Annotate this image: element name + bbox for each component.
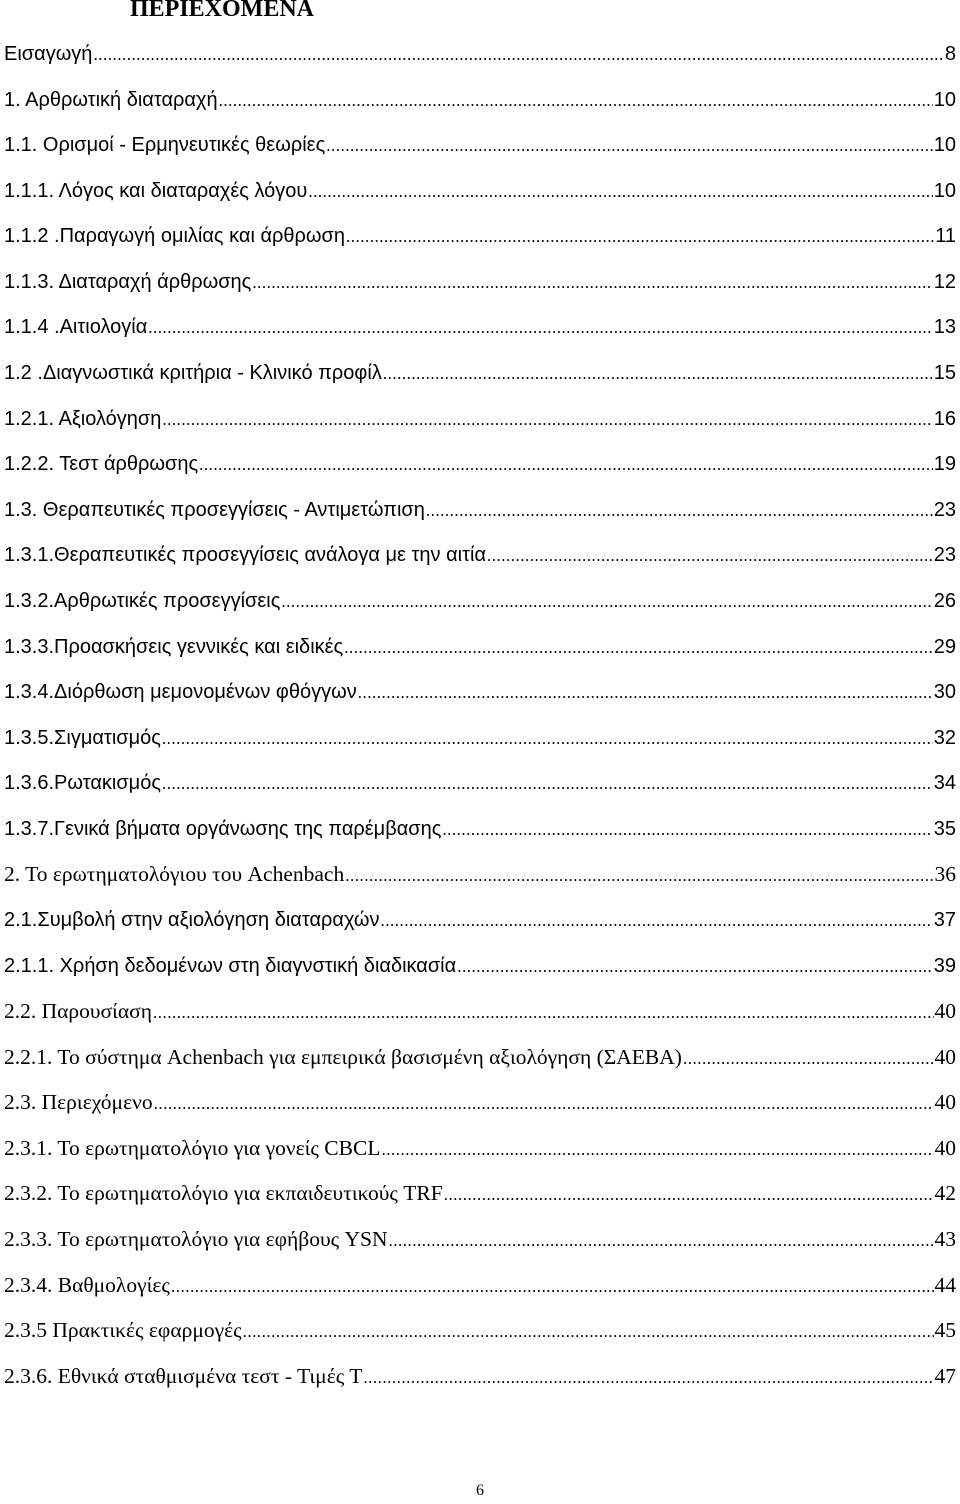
table-of-contents bbox=[4, 32, 956, 1399]
toc-entry[interactable] bbox=[4, 807, 956, 853]
toc-entry[interactable] bbox=[4, 123, 956, 169]
toc-dot-leader bbox=[308, 169, 932, 215]
toc-dot-leader bbox=[93, 32, 943, 78]
toc-entry[interactable] bbox=[4, 305, 956, 351]
toc-entry-label: 2.2.1. Το σύστημα Achenbach για εμπειρικά βασισμένη αξιολόγηση (ΣΑΕΒΑ) bbox=[4, 1044, 682, 1069]
toc-entry[interactable] bbox=[4, 579, 956, 625]
toc-entry-label: 2.3.1. Το ερωτηματολόγιο για γονείς CBCL bbox=[4, 1135, 381, 1160]
toc-entry-page: 23 bbox=[933, 498, 956, 521]
toc-entry-label: 1.2.1. Αξιολόγηση bbox=[4, 407, 162, 430]
toc-entry-page: 16 bbox=[933, 407, 956, 430]
toc-entry[interactable] bbox=[4, 625, 956, 671]
toc-entry[interactable] bbox=[4, 442, 956, 488]
toc-entry-page: 32 bbox=[933, 726, 956, 749]
toc-entry-page: 26 bbox=[933, 589, 956, 612]
toc-entry[interactable] bbox=[4, 533, 956, 579]
toc-entry-page: 37 bbox=[933, 908, 956, 931]
toc-dot-leader bbox=[426, 488, 933, 534]
toc-dot-leader bbox=[148, 305, 932, 351]
toc-entry-label: 1.3.7.Γενικά βήματα οργάνωσης της παρέμβασης bbox=[4, 817, 442, 840]
toc-dot-leader bbox=[199, 442, 933, 488]
toc-entry[interactable] bbox=[4, 716, 956, 762]
toc-dot-leader bbox=[487, 533, 933, 579]
toc-entry-page: 11 bbox=[935, 225, 956, 248]
toc-entry[interactable] bbox=[4, 1354, 956, 1400]
toc-dot-leader bbox=[363, 1355, 933, 1400]
toc-dot-leader bbox=[442, 807, 932, 853]
toc-entry[interactable] bbox=[4, 852, 956, 898]
toc-entry-label: 1.1.3. Διαταραχή άρθρωσης bbox=[4, 270, 252, 293]
toc-entry-page: 36 bbox=[934, 862, 956, 887]
toc-entry-label: 2.3.5 Πρακτικές εφαρμογές bbox=[4, 1318, 242, 1343]
toc-entry[interactable] bbox=[4, 944, 956, 990]
toc-entry[interactable] bbox=[4, 351, 956, 397]
toc-entry[interactable] bbox=[4, 214, 956, 260]
toc-dot-leader bbox=[219, 78, 933, 124]
toc-entry-page: 44 bbox=[934, 1272, 956, 1297]
toc-entry[interactable] bbox=[4, 1308, 956, 1354]
toc-title: ΠΕΡΙΕΧΟΜΕΝΑ bbox=[130, 0, 315, 22]
toc-dot-leader bbox=[243, 1309, 934, 1354]
toc-entry[interactable] bbox=[4, 169, 956, 215]
toc-entry-label: 2.1.Συμβολή στην αξιολόγηση διαταραχών bbox=[4, 908, 380, 931]
toc-entry-label: 1.2 .Διαγνωστικά κριτήρια - Κλινικό προφίλ bbox=[4, 362, 382, 385]
toc-entry-label: 2.3. Περιεχόμενο bbox=[4, 1090, 153, 1115]
toc-entry-label: 2.3.6. Εθνικά σταθμισμένα τεστ - Τιμές Τ bbox=[4, 1363, 363, 1388]
toc-dot-leader bbox=[154, 1081, 934, 1126]
toc-entry-page: 15 bbox=[933, 362, 956, 385]
toc-dot-leader bbox=[346, 214, 934, 260]
toc-entry-label: 1.3.4.Διόρθωση μεμονομένων φθόγγων bbox=[4, 681, 357, 704]
toc-entry[interactable] bbox=[4, 1035, 956, 1081]
toc-dot-leader bbox=[444, 1172, 934, 1217]
toc-entry-page: 12 bbox=[933, 270, 956, 293]
toc-dot-leader bbox=[162, 716, 933, 762]
toc-entry[interactable] bbox=[4, 761, 956, 807]
toc-dot-leader bbox=[326, 123, 933, 169]
toc-dot-leader bbox=[381, 1127, 933, 1172]
toc-entry-label: 1.2.2. Τεστ άρθρωσης bbox=[4, 453, 199, 476]
toc-dot-leader bbox=[171, 1264, 934, 1309]
toc-entry-label: 1.3.6.Ρωτακισμός bbox=[4, 772, 161, 795]
toc-entry-page: 40 bbox=[934, 1090, 956, 1115]
toc-entry-page: 47 bbox=[934, 1363, 956, 1388]
toc-entry-label: 2.3.4. Βαθμολογίες bbox=[4, 1272, 170, 1297]
toc-entry-label: 1.3.5.Σιγματισμός bbox=[4, 726, 161, 749]
toc-entry-page: 40 bbox=[934, 1135, 956, 1160]
toc-entry-label: 2.3.3. Το ερωτηματολόγιο για εφήβους YSN bbox=[4, 1227, 388, 1252]
toc-dot-leader bbox=[153, 990, 933, 1035]
toc-entry-label: 1.1.2 .Παραγωγή ομιλίας και άρθρωση bbox=[4, 225, 345, 248]
toc-dot-leader bbox=[162, 761, 933, 807]
toc-entry-page: 10 bbox=[933, 88, 956, 111]
toc-entry-page: 23 bbox=[933, 544, 956, 567]
toc-entry-page: 45 bbox=[934, 1318, 956, 1343]
toc-entry-label: 1.1.4 .Αιτιολογία bbox=[4, 316, 148, 339]
page-number: 6 bbox=[476, 1482, 484, 1499]
toc-dot-leader bbox=[358, 670, 933, 716]
toc-entry-label: 2. Το ερωτηματολόγιου του Achenbach bbox=[4, 862, 345, 887]
toc-entry[interactable] bbox=[4, 989, 956, 1035]
toc-entry-label: 1.3.2.Αρθρωτικές προσεγγίσεις bbox=[4, 589, 281, 612]
toc-entry[interactable] bbox=[4, 1217, 956, 1263]
toc-entry-label: 1. Αρθρωτική διαταραχή bbox=[4, 88, 218, 111]
toc-entry[interactable] bbox=[4, 1126, 956, 1172]
toc-entry-page: 10 bbox=[933, 134, 956, 157]
toc-entry[interactable] bbox=[4, 1080, 956, 1126]
toc-entry-page: 13 bbox=[933, 316, 956, 339]
toc-entry-page: 40 bbox=[934, 999, 956, 1024]
toc-entry[interactable] bbox=[4, 898, 956, 944]
toc-entry[interactable] bbox=[4, 670, 956, 716]
toc-entry-label: Εισαγωγή bbox=[4, 43, 93, 65]
toc-dot-leader bbox=[383, 351, 933, 397]
toc-entry-label: 1.1.1. Λόγος και διαταραχές λόγου bbox=[4, 179, 308, 202]
toc-entry-label: 2.1.1. Χρήση δεδομένων στη διαγνστική διαδικασία bbox=[4, 954, 457, 977]
toc-entry-page: 43 bbox=[934, 1227, 956, 1252]
toc-entry-page: 35 bbox=[933, 817, 956, 840]
toc-dot-leader bbox=[344, 625, 933, 671]
toc-entry[interactable] bbox=[4, 488, 956, 534]
toc-entry-page: 10 bbox=[933, 179, 956, 202]
toc-entry-label: 2.3.2. Το ερωτηματολόγιο για εκπαιδευτικούς TRF bbox=[4, 1181, 443, 1206]
toc-dot-leader bbox=[281, 579, 932, 625]
toc-entry[interactable] bbox=[4, 32, 956, 78]
toc-entry-page: 30 bbox=[933, 681, 956, 704]
toc-dot-leader bbox=[389, 1218, 934, 1263]
toc-dot-leader bbox=[381, 898, 933, 944]
toc-dot-leader bbox=[457, 944, 933, 990]
toc-entry-label: 1.1. Ορισμοί - Ερμηνευτικές θεωρίες bbox=[4, 134, 326, 157]
toc-entry[interactable] bbox=[4, 1171, 956, 1217]
toc-entry-page: 40 bbox=[934, 1044, 956, 1069]
toc-entry-page: 42 bbox=[934, 1181, 956, 1206]
toc-dot-leader bbox=[683, 1036, 934, 1081]
toc-entry[interactable] bbox=[4, 78, 956, 124]
toc-entry[interactable] bbox=[4, 397, 956, 443]
toc-entry-page: 8 bbox=[944, 43, 956, 65]
toc-entry-label: 1.3. Θεραπευτικές προσεγγίσεις - Αντιμετώπιση bbox=[4, 498, 425, 521]
toc-entry-page: 29 bbox=[933, 635, 956, 658]
toc-dot-leader bbox=[345, 853, 933, 898]
toc-entry[interactable] bbox=[4, 260, 956, 306]
toc-entry-label: 1.3.1.Θεραπευτικές προσεγγίσεις ανάλογα με την αιτία bbox=[4, 544, 487, 567]
toc-dot-leader bbox=[252, 260, 932, 306]
toc-entry-page: 39 bbox=[933, 954, 956, 977]
toc-entry-page: 34 bbox=[933, 772, 956, 795]
toc-entry-page: 19 bbox=[933, 453, 956, 476]
toc-dot-leader bbox=[162, 397, 932, 443]
toc-entry[interactable] bbox=[4, 1263, 956, 1309]
toc-entry-label: 2.2. Παρουσίαση bbox=[4, 999, 153, 1024]
toc-entry-label: 1.3.3.Προασκήσεις γεννικές και ειδικές bbox=[4, 635, 344, 658]
